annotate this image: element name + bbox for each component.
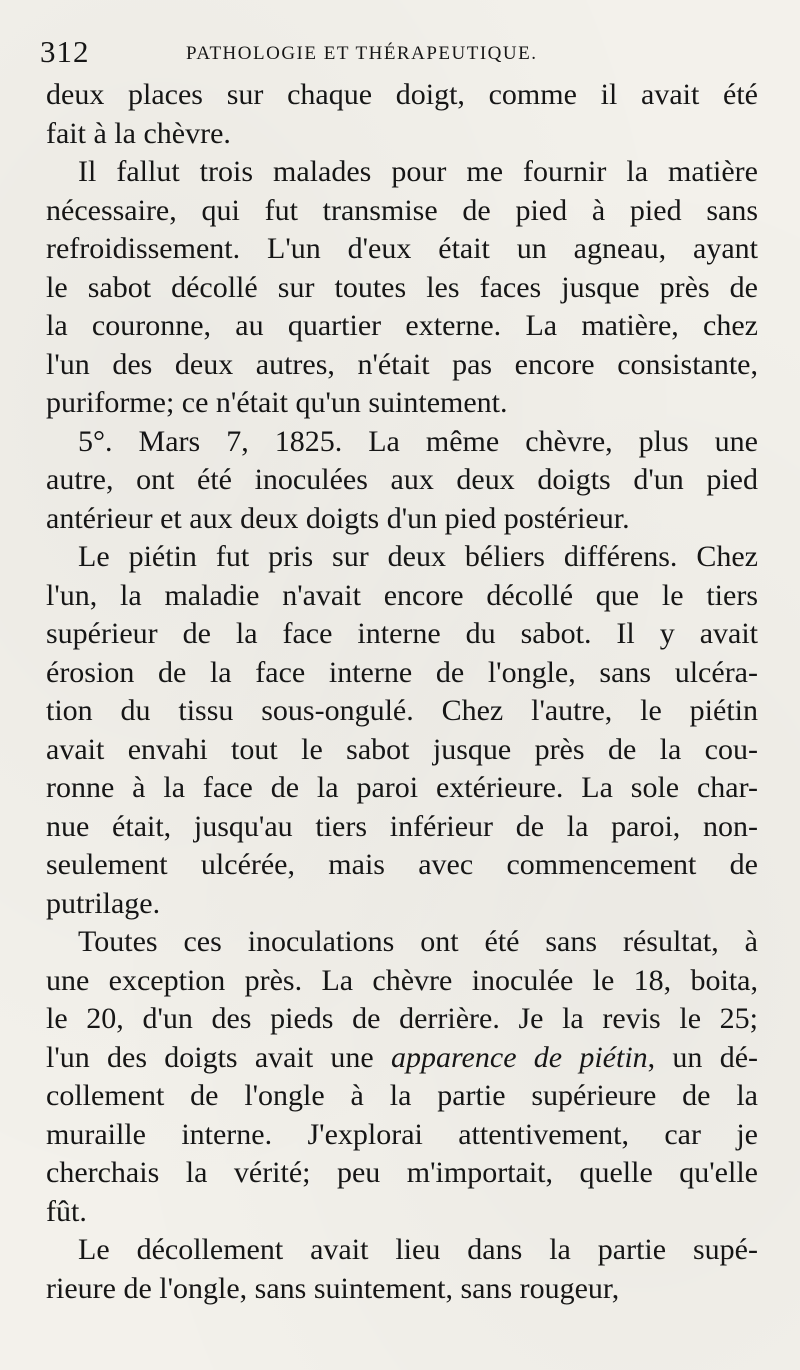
running-title: PATHOLOGIE ET THÉRAPEUTIQUE. [186,43,538,64]
text-line: le sabot décollé sur toutes les faces jusque près de [46,270,758,304]
paragraph [46,1231,758,1308]
text-line: la couronne, au quartier externe. La matière, chez [46,309,758,342]
paragraph [46,76,758,153]
text-line: rieure de l'ongle, sans suintement, sans rougeur, [46,1271,620,1305]
text-line: Le piétin fut pris sur deux béliers différens. Chez [78,540,758,573]
text-line: fût. [46,1194,87,1228]
running-head [40,34,760,74]
paragraph [46,538,758,923]
text-line: putrilage. [46,886,161,920]
paragraph [46,153,758,423]
text-line: l'un des deux autres, n'était pas encore consistante, [46,347,758,381]
paragraph [46,923,758,1231]
body-text [46,76,758,1308]
text-line: deux places sur chaque doigt, comme il avait été [46,78,758,111]
text-line: antérieur et aux deux doigts d'un pied postérieur. [46,501,630,535]
paragraph [46,423,758,539]
text-line: cherchais la vérité; peu m'importait, quelle qu'elle [46,1156,758,1189]
text-line: muraille interne. J'explorai attentivement, car je [46,1117,758,1151]
text-line: une exception près. La chèvre inoculée le 18, boita, [46,963,758,997]
text-line: Il fallut trois malades pour me fournir la matière [78,155,758,188]
text-line: nue était, jusqu'au tiers inférieur de la paroi, non- [46,809,758,843]
page-number: 312 [40,34,90,69]
text-line: tion du tissu sous-ongulé. Chez l'autre, le piétin [46,694,758,727]
text-line: puriforme; ce n'était qu'un suintement. [46,386,508,419]
text-line: Toutes ces inoculations ont été sans résultat, à [78,925,758,958]
text-line: refroidissement. L'un d'eux était un agneau, ayant [46,232,758,265]
text-line: ronne à la face de la paroi extérieure. La sole char- [46,771,758,804]
text-line: érosion de la face interne de l'ongle, sans ulcéra- [46,655,758,689]
text-line: l'un des doigts avait une apparence de piétin, un dé- [46,1040,758,1074]
text-line: autre, ont été inoculées aux deux doigts d'un pied [46,463,758,496]
text-line: seulement ulcérée, mais avec commencement de [46,848,758,881]
text-line: le 20, d'un des pieds de derrière. Je la revis le 25; [46,1002,758,1035]
text-line: 5°. Mars 7, 1825. La même chèvre, plus une [78,424,758,458]
italic-phrase: apparence de piétin [391,1040,648,1074]
text-line: fait à la chèvre. [46,116,231,150]
text-line: avait envahi tout le sabot jusque près de la cou- [46,732,758,766]
text-line: collement de l'ongle à la partie supérieure de la [46,1079,758,1112]
text-line: nécessaire, qui fut transmise de pied à pied sans [46,193,758,227]
text-line: supérieur de la face interne du sabot. Il y avait [46,617,758,650]
text-line: Le décollement avait lieu dans la partie supé- [78,1233,758,1266]
text-line: l'un, la maladie n'avait encore décollé que le tiers [46,578,758,612]
